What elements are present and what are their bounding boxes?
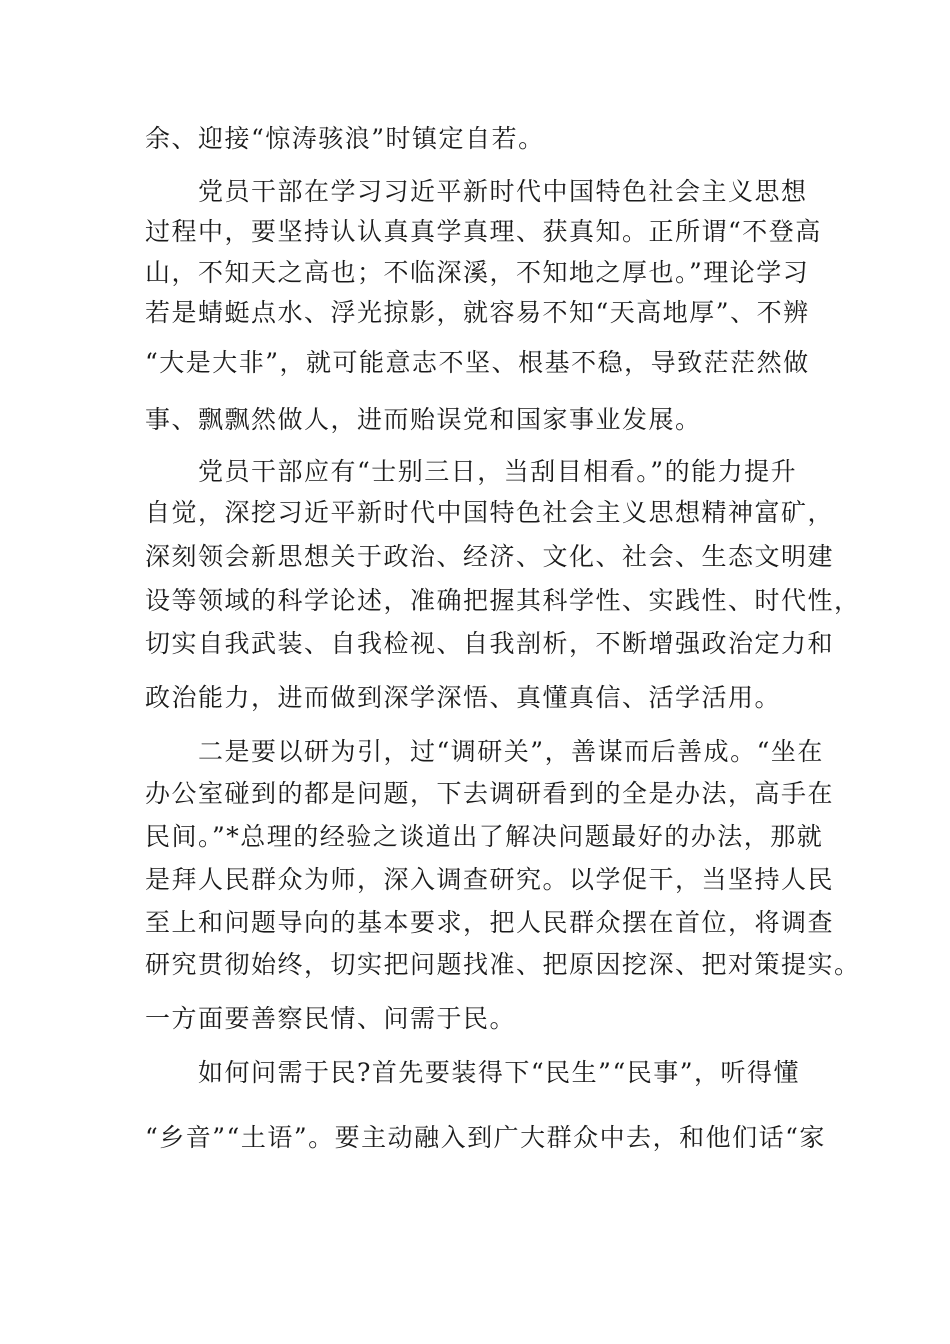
text-line: 深刻领会新思想关于政治、经济、文化、社会、生态文明建 [145,542,835,571]
text-line: 一方面要善察民情、问需于民。 [145,1004,517,1033]
paragraph-first-line: 二是要以研为引，过“调研关”，善谋而后善成。“坐在 [198,737,824,766]
text-line: 民间。”*总理的经验之谈道出了解决问题最好的办法，那就 [145,822,824,851]
text-line: 余、迎接“惊涛骇浪”时镇定自若。 [145,124,545,153]
text-line: 政治能力，进而做到深学深悟、真懂真信、活学活用。 [145,683,782,712]
text-line: 切实自我武装、自我检视、自我剖析，不断增强政治定力和 [145,629,835,658]
text-line: 至上和问题导向的基本要求，把人民群众摆在首位，将调查 [145,908,835,937]
text-line: 办公室碰到的都是问题，下去调研看到的全是办法，高手在 [145,779,835,808]
paragraph-first-line: 党员干部应有“士别三日，当刮目相看。”的能力提升 [198,457,798,486]
text-line: 自觉，深挖习近平新时代中国特色社会主义思想精神富矿， [145,498,835,527]
paragraph-first-line: 如何问需于民?首先要装得下“民生”“民事”，听得懂 [198,1058,801,1087]
text-line: “大是大非”，就可能意志不坚、根基不稳，导致茫茫然做 [145,348,810,377]
text-line: 山，不知天之高也；不临深溪，不知地之厚也。”理论学习 [145,258,810,287]
paragraph-first-line: 党员干部在学习习近平新时代中国特色社会主义思想 [198,177,808,206]
text-line: 若是蜻蜓点水、浮光掠影，就容易不知“天高地厚”、不辨 [145,298,810,327]
text-line: 设等领域的科学论述，准确把握其科学性、实践性、时代性， [145,586,861,615]
text-line: “乡音”“土语”。要主动融入到广大群众中去，和他们话“家 [145,1123,826,1152]
text-line: 过程中，要坚持认认真真学真理、获真知。正所谓“不登高 [145,217,822,246]
text-line: 是拜人民群众为师，深入调查研究。以学促干，当坚持人民 [145,865,835,894]
text-line: 研究贯彻始终，切实把问题找准、把原因挖深、把对策提实。 [145,950,861,979]
text-line: 事、飘飘然做人，进而贻误党和国家事业发展。 [145,405,702,434]
